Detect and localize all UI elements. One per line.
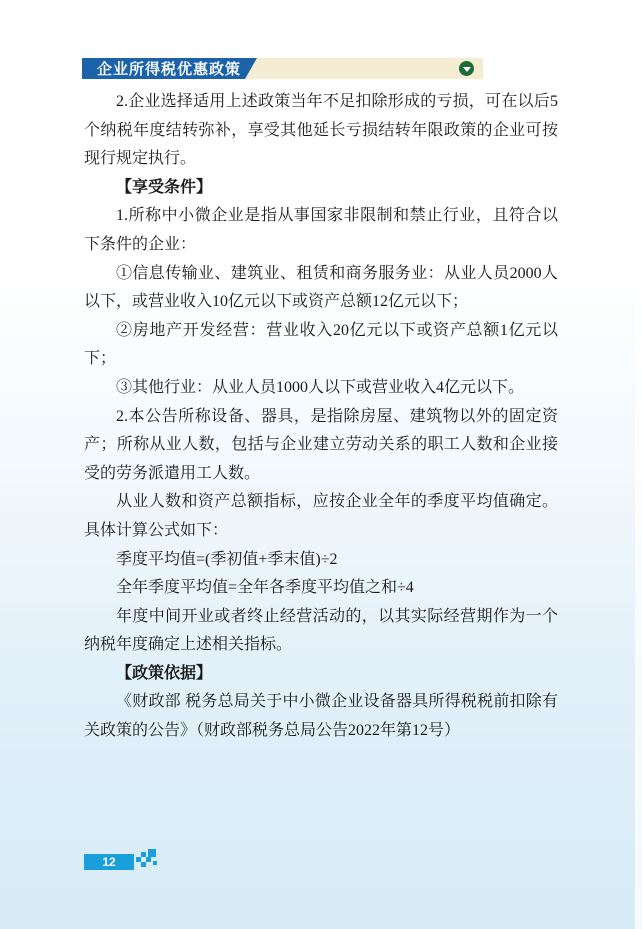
- header-title-slant: [245, 58, 257, 79]
- formula-line: 全年季度平均值=全年各季度平均值之和÷4: [116, 579, 414, 597]
- header-title-box: [82, 58, 245, 79]
- header-band: [82, 58, 483, 79]
- page-right-edge: [635, 0, 642, 929]
- paragraph: 年度中间开业或者终止经营活动的，以其实际经营期作为一个纳税年度确定上述相关指标。: [84, 607, 558, 654]
- chevron-down-glyph: [463, 67, 471, 72]
- paragraph: ③其他行业：从业人员1000人以下或营业收入4亿元以下。: [116, 378, 525, 396]
- pixel-decoration: [146, 857, 151, 862]
- chevron-down-icon: [459, 61, 474, 76]
- section-heading: 【享受条件】: [116, 178, 213, 196]
- formula-line: 季度平均值=(季初值+季末值)÷2: [116, 550, 338, 568]
- pixel-decoration: [148, 849, 156, 857]
- paragraph: ②房地产开发经营：营业收入20亿元以下或资产总额1亿元以下；: [84, 321, 558, 368]
- header-title: 企业所得税优惠政策: [97, 61, 242, 78]
- paragraph: 从业人数和资产总额指标，应按企业全年的季度平均值确定。具体计算公式如下：: [84, 493, 558, 539]
- paragraph: 2.企业选择适用上述政策当年不足扣除形成的亏损，可在以后5个纳税年度结转弥补，享受其他延长亏损结转年限政策的企业可按现行规定执行。: [84, 93, 558, 168]
- section-heading: 【政策依据】: [116, 664, 213, 682]
- document-body: [84, 88, 558, 746]
- paragraph: 《财政部 税务总局关于中小微企业设备器具所得税税前扣除有关政策的公告》（财政部税务总局公告2022年第12号）: [84, 693, 558, 740]
- paragraph: 2.本公告所称设备、器具，是指除房屋、建筑物以外的固定资产；所称从业人数，包括与企业建立劳动关系的职工人数和企业接受的劳务派遣用工人数。: [84, 407, 558, 482]
- page-number-badge: [84, 854, 134, 870]
- pixel-decoration: [141, 862, 146, 867]
- paragraph: 1.所称中小微企业是指从事国家非限制和禁止行业，且符合以下条件的企业：: [84, 207, 558, 253]
- paragraph: ①信息传输业、建筑业、租赁和商务服务业：从业人员2000人以下，或营业收入10亿元以下或资产总额12亿元以下；: [84, 264, 558, 311]
- page-number: 12: [102, 855, 116, 869]
- pixel-decoration: [153, 861, 157, 865]
